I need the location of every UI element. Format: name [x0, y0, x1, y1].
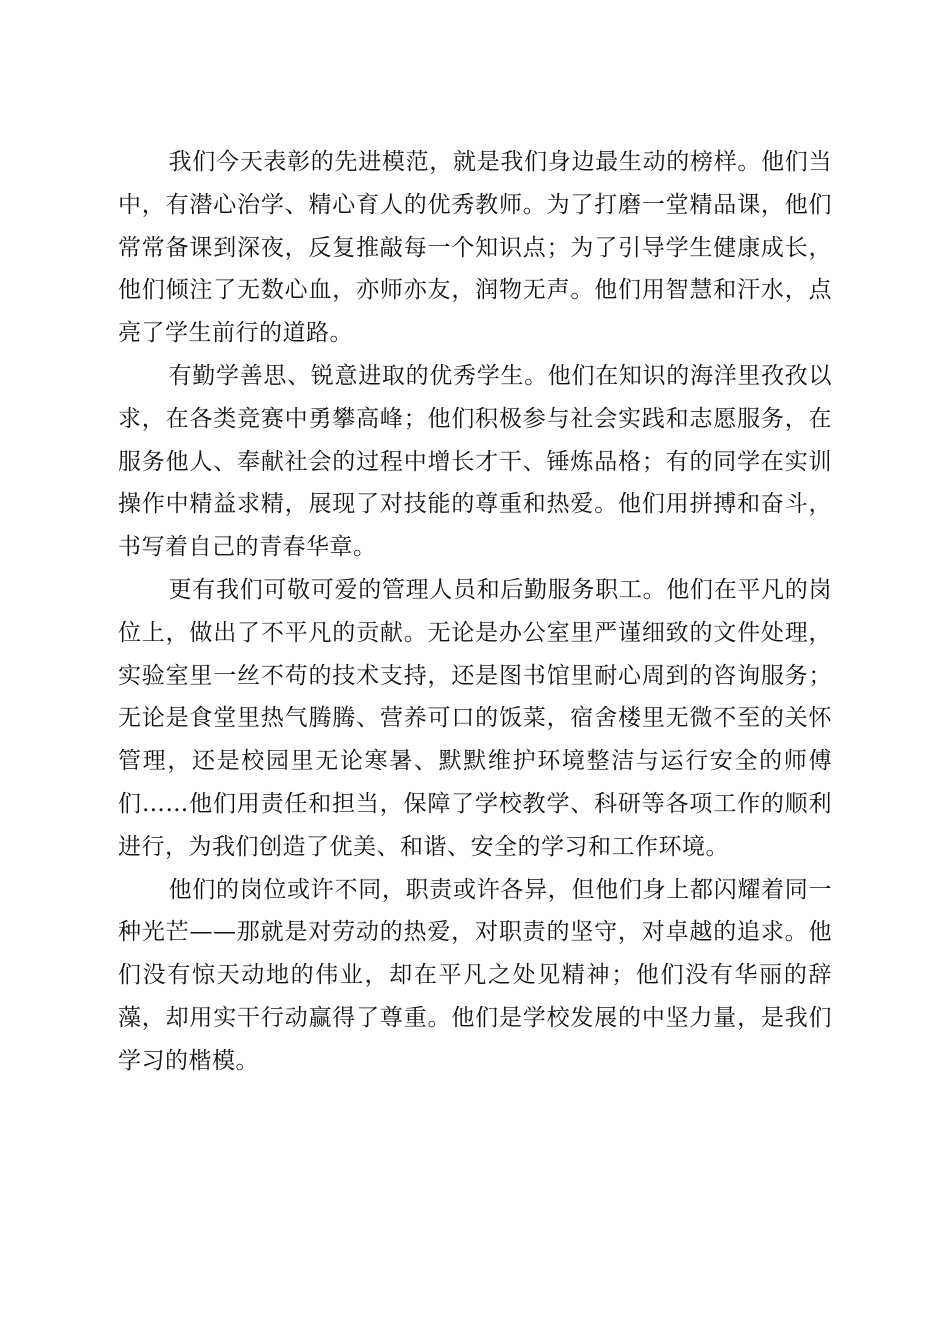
- paragraph-teachers: 我们今天表彰的先进模范，就是我们身边最生动的榜样。他们当中，有潜心治学、精心育人的优秀教师。为了打磨一堂精品课，他们常常备课到深夜，反复推敲每一个知识点；为了引导学生健康成长，他们倾注了无数心血，亦师亦友，润物无声。他们用智慧和汗水，点亮了学生前行的道路。: [118, 149, 832, 347]
- paragraph-staff: 更有我们可敬可爱的管理人员和后勤服务职工。他们在平凡的岗位上，做出了不平凡的贡献。无论是办公室里严谨细致的文件处理，实验室里一丝不苟的技术支持，还是图书馆里耐心周到的咨询服务；无论是食堂里热气腾腾、营养可口的饭菜，宿舍楼里无微不至的关怀管理，还是校园里无论寒暑、默默维护环境整洁与运行安全的师傅们……他们用责任和担当，保障了学校教学、科研等各项工作的顺利进行，为我们创造了优美、和谐、安全的学习和工作环境。: [118, 576, 832, 860]
- paragraph-students: 有勤学善思、锐意进取的优秀学生。他们在知识的海洋里孜孜以求，在各类竞赛中勇攀高峰；他们积极参与社会实践和志愿服务，在服务他人、奉献社会的过程中增长才干、锤炼品格；有的同学在实训操作中精益求精，展现了对技能的尊重和热爱。他们用拼搏和奋斗，书写着自己的青春华章。: [118, 362, 832, 561]
- document-page: [118, 141, 832, 1083]
- paragraph-summary: 他们的岗位或许不同，职责或许各异，但他们身上都闪耀着同一种光芒——那就是对劳动的热爱，对职责的坚守，对卓越的追求。他们没有惊天动地的伟业，却在平凡之处见精神；他们没有华丽的辞藻，却用实干行动赢得了尊重。他们是学校发展的中坚力量，是我们学习的楷模。: [118, 876, 832, 1074]
